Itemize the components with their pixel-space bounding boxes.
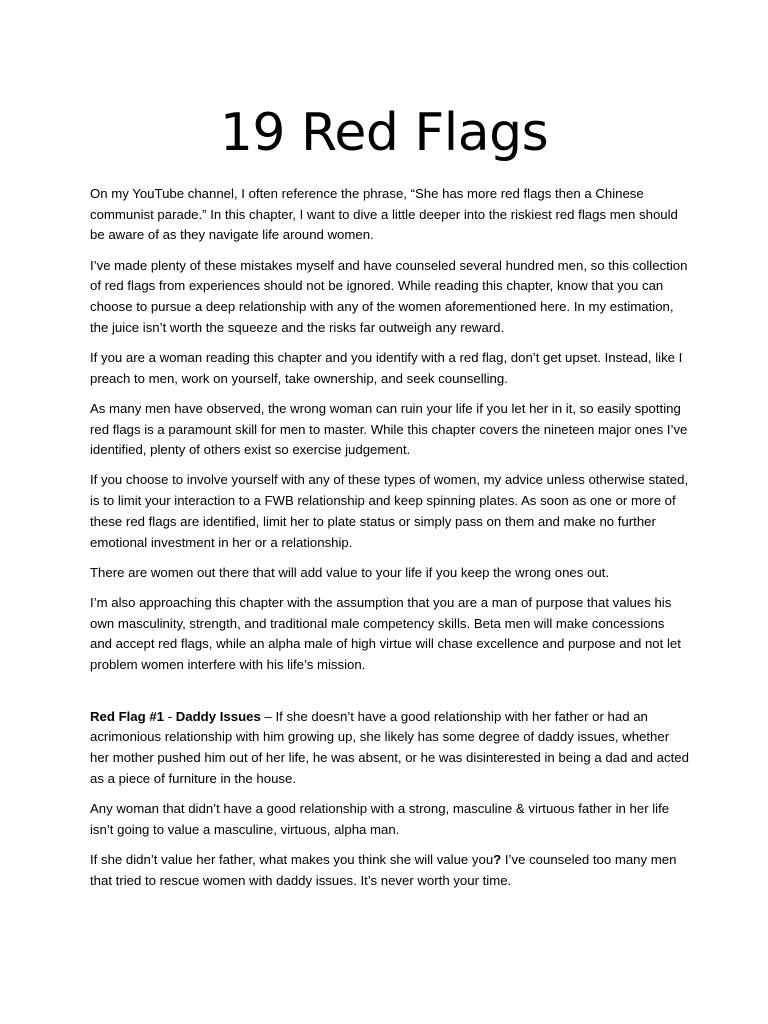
advice-paragraph: If you choose to involve yourself with any of these types of women, my advice unless otherwise stated, is to limit your interaction to a FWB relationship and keep spinning plates. As soon as one or more of these red flags are identified, limit her to plate status or simply pass on them and make no further emotional investment in her or a relationship.	[90, 472, 689, 550]
question-mark: ?	[493, 851, 502, 867]
red-flag-1-label: Red Flag #1	[90, 708, 165, 724]
intro-paragraph: On my YouTube channel, I often reference the phrase, “She has more red flags then a Chinese communist parade.” In this chapter, I want to dive a little deeper into the riskiest red flags men should be aware of as they navigate life around women.	[90, 186, 678, 243]
question-text: If she didn’t value her father, what makes you think she will value you	[90, 851, 494, 867]
mistakes-paragraph: I’ve made plenty of these mistakes myself and have counseled several hundred men, so this collection of red flags from experiences should not be ignored. While reading this chapter, know that you can choose to pursue a deep relationship with any of the women aforementioned here. In my estimation, the juice isn’t worth the squeeze and the risks far outweigh any reward.	[90, 257, 688, 335]
question-paragraph	[90, 850, 690, 891]
value-paragraph: There are women out there that will add value to your life if you keep the wrong ones out.	[90, 564, 610, 580]
red-flag-1-name: Daddy Issues	[175, 708, 261, 724]
red-flag-1-text: If she doesn’t have a good relationship with her father or had an acrimonious relationship with him growing up, she likely has some degree of daddy issues, whether her mother pushed him out of her life, he was absent, or he was disinterested in being a dad and acted as a piece of furniture in the house.	[90, 708, 689, 786]
red-flag-1-separator: -	[164, 708, 176, 724]
red-flag-1-dash: –	[260, 708, 276, 724]
woman-reader-paragraph: If you are a woman reading this chapter and you identify with a red flag, don’t get upset. Instead, like I preach to men, work on yourself, take ownership, and seek counselling.	[90, 349, 683, 386]
father-paragraph: Any woman that didn’t have a good relationship with a strong, masculine & virtuous father in her life isn’t going to value a masculine, virtuous, alpha man.	[90, 801, 670, 837]
question-rest: I’ve counseled too many men that tried to rescue women with daddy issues. It’s never worth your time.	[90, 851, 677, 888]
purpose-paragraph: I’m also approaching this chapter with the assumption that you are a man of purpose that values his own masculinity, strength, and traditional male competency skills. Beta men will make concessions and accept red flags, while an alpha male of high virtue will chase excellence and purpose and not let problem women interfere with his life’s mission.	[90, 594, 681, 673]
page-title: 19 Red Flags	[219, 103, 549, 163]
wrong-woman-paragraph: As many men have observed, the wrong woman can ruin your life if you let her in it, so easily spotting red flags is a paramount skill for men to master. While this chapter covers the nineteen major ones I’ve identified, plenty of others exist so exercise judgement.	[90, 400, 688, 458]
red-flag-1-paragraph	[90, 707, 690, 790]
document-body	[90, 184, 690, 901]
